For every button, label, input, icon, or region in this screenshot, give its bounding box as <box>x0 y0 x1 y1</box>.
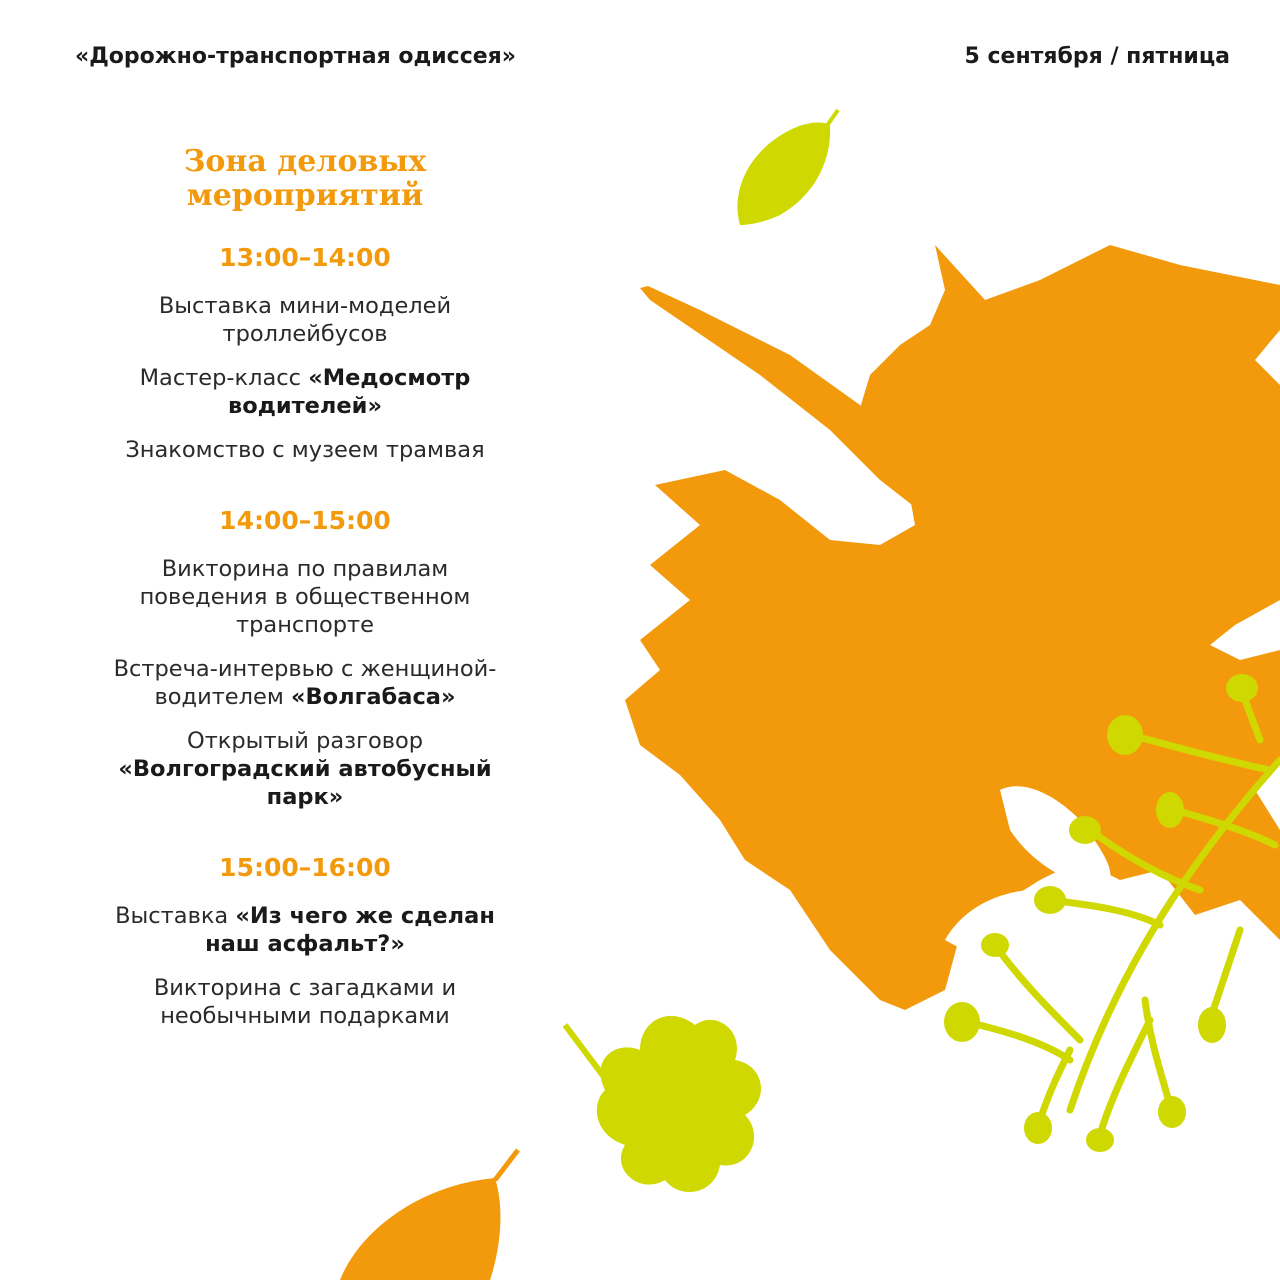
oak-leaf-icon <box>597 1016 761 1192</box>
zone-title <box>95 145 515 213</box>
event-item <box>95 655 515 711</box>
event-text: Открытый разговор <box>186 728 424 754</box>
event-item <box>95 436 515 464</box>
event-item <box>95 974 515 1030</box>
time-slot <box>95 506 515 811</box>
slot-time: 14:00–15:00 <box>219 506 391 535</box>
small-leaf-icon <box>737 123 830 225</box>
event-text: Мастер-класс <box>139 365 309 391</box>
oak-leaf-stem-icon <box>565 1025 610 1085</box>
event-item <box>95 555 515 639</box>
event-text: Знакомство с музеем трамвая <box>125 437 485 463</box>
slot-time: 15:00–16:00 <box>219 853 391 882</box>
time-slot <box>95 243 515 464</box>
bottom-leaf-icon <box>340 1178 500 1280</box>
zone-title-line: мероприятий <box>186 178 424 213</box>
event-highlight: «Медосмотр водителей» <box>228 365 471 419</box>
small-leaf-stem-icon <box>826 110 838 127</box>
program-schedule <box>95 145 515 1072</box>
event-highlight: «Волгоградский автобусный парк» <box>118 756 492 810</box>
event-text: Встреча-интервью с женщиной-водителем <box>113 656 497 710</box>
bottom-leaf-stem-icon <box>495 1150 518 1180</box>
event-date: 5 сентября / пятница <box>964 44 1230 69</box>
slot-time: 13:00–14:00 <box>219 243 391 272</box>
event-highlight: «Из чего же сделан наш асфальт?» <box>205 903 495 957</box>
event-item <box>95 364 515 420</box>
event-title: «Дорожно-транспортная одиссея» <box>75 44 516 69</box>
event-text: Выставка <box>115 903 236 929</box>
event-text: Викторина с загадками и необычными подарками <box>153 975 457 1029</box>
maple-leaf-icon <box>625 245 1280 1010</box>
event-item <box>95 727 515 811</box>
event-item <box>95 292 515 348</box>
event-item <box>95 902 515 958</box>
time-slot <box>95 853 515 1030</box>
event-text: Выставка мини-моделей троллейбусов <box>158 293 452 347</box>
event-highlight: «Волгабаса» <box>291 684 456 710</box>
zone-title-line: Зона деловых <box>183 144 427 179</box>
event-text: Викторина по правилам поведения в общественном транспорте <box>139 556 471 638</box>
